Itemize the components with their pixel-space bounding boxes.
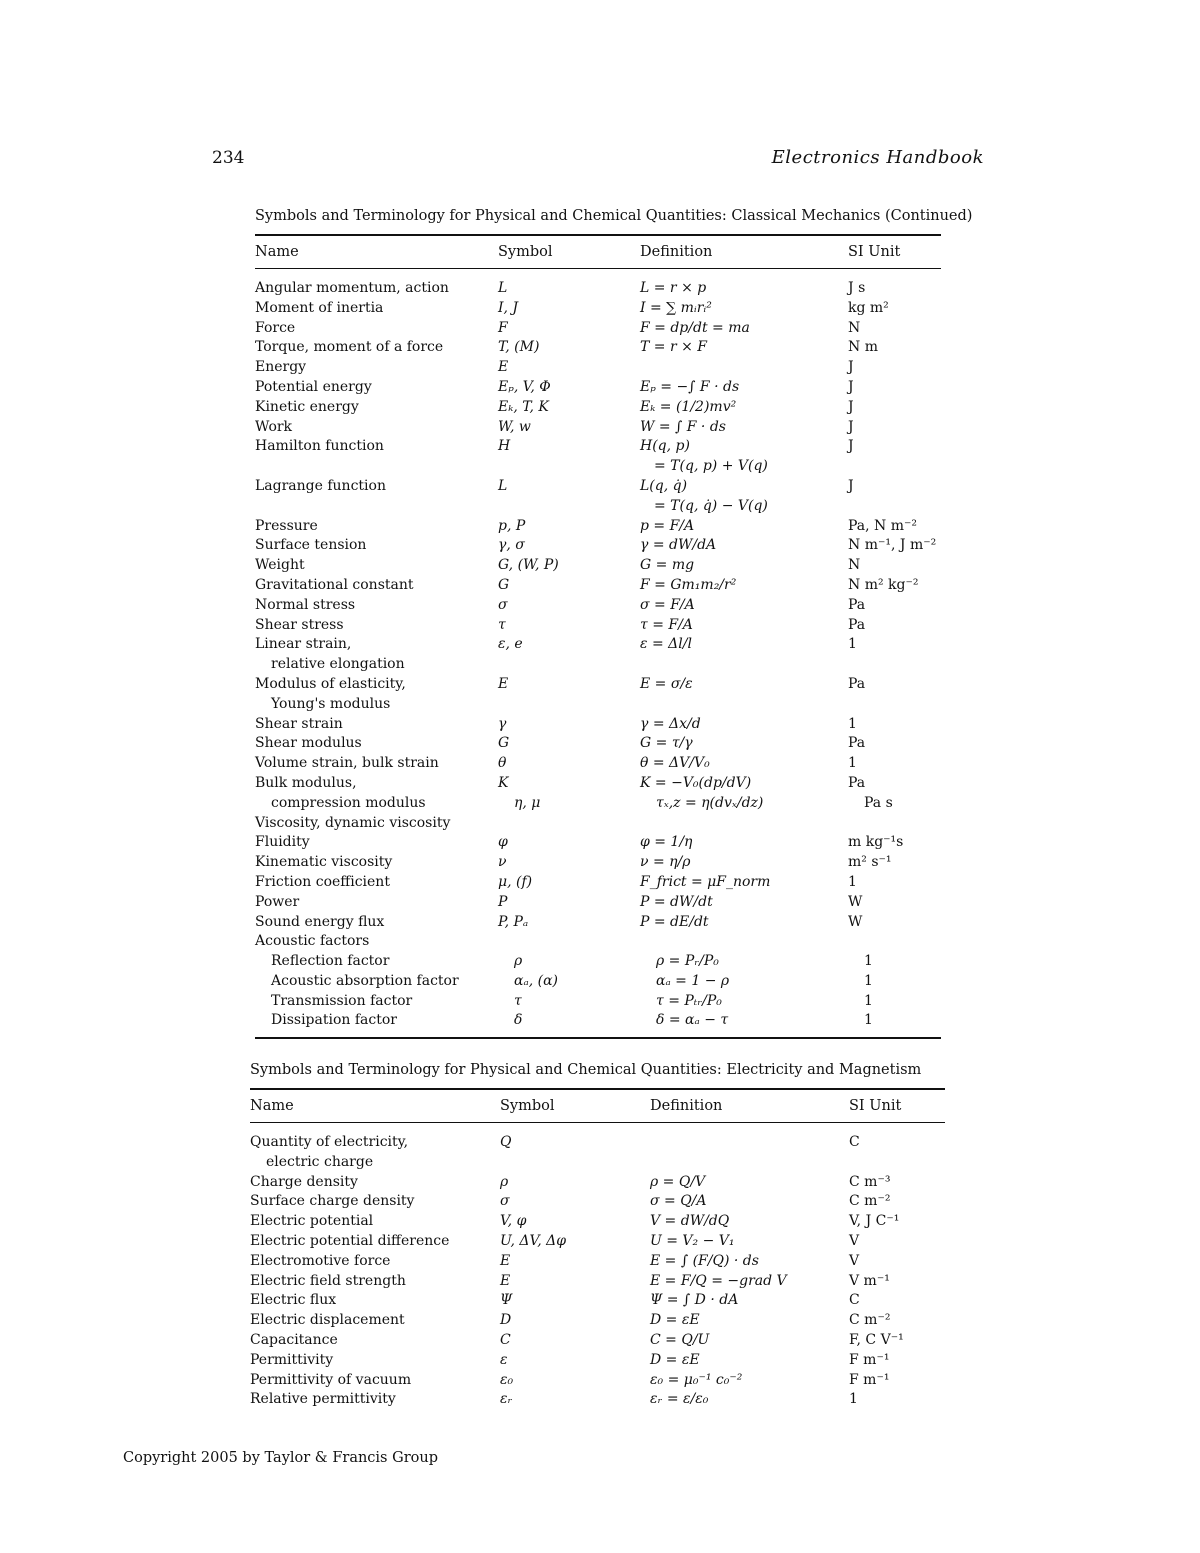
row-name: Shear strain <box>255 715 343 732</box>
row-definition: H(q, p) <box>640 438 690 455</box>
row-si-unit: N <box>848 319 861 336</box>
classical-mechanics-table <box>255 208 973 1039</box>
row-symbol: φ <box>498 834 508 851</box>
row-si-unit: F m⁻¹ <box>849 1371 890 1388</box>
row-definition: δ = αₐ − τ <box>656 1012 729 1029</box>
table-row <box>255 853 941 873</box>
row-definition: = T(q, p) + V(q) <box>654 458 768 475</box>
table-row <box>255 913 941 933</box>
row-name: Kinetic energy <box>255 398 359 415</box>
row-definition: C = Q/U <box>650 1331 710 1348</box>
row-symbol: Eₖ, T, K <box>498 398 549 415</box>
row-si-unit: W <box>848 893 863 910</box>
row-symbol: T, (M) <box>498 339 540 356</box>
row-definition <box>640 358 848 378</box>
table-row <box>250 1371 945 1391</box>
row-name: Sound energy flux <box>255 913 385 930</box>
row-si-unit: Pa s <box>864 794 893 811</box>
row-symbol <box>514 655 656 675</box>
row-si-unit: m² s⁻¹ <box>848 854 892 871</box>
row-symbol: F <box>498 319 508 336</box>
row-definition: G = τ/γ <box>640 735 693 752</box>
row-name: Volume strain, bulk strain <box>255 755 439 772</box>
column-header-si-unit: SI Unit <box>849 1098 902 1114</box>
row-si-unit: 1 <box>848 636 857 653</box>
row-si-unit: 1 <box>849 1391 858 1408</box>
row-definition: p = F/A <box>640 517 695 534</box>
row-name: Electric potential difference <box>250 1232 450 1249</box>
row-si-unit: J <box>848 418 854 435</box>
row-symbol: ε₀ <box>500 1371 514 1388</box>
row-si-unit: J <box>848 438 854 455</box>
running-title: Electronics Handbook <box>771 147 984 168</box>
row-definition: G = mg <box>640 557 695 574</box>
row-si-unit: F m⁻¹ <box>849 1351 890 1368</box>
row-name <box>255 497 498 517</box>
row-symbol: G <box>498 735 510 752</box>
row-si-unit: W <box>848 913 863 930</box>
table-row <box>255 338 941 358</box>
row-symbol: τ <box>514 992 522 1009</box>
table-row <box>250 1153 945 1173</box>
row-definition: P = dE/dt <box>640 913 709 930</box>
row-definition <box>640 932 848 952</box>
row-definition: F = dp/dt = ma <box>640 319 750 336</box>
row-name: Transmission factor <box>271 992 413 1009</box>
table-row <box>250 1331 945 1351</box>
row-name: Bulk modulus, <box>255 774 357 791</box>
row-name: Potential energy <box>255 378 372 395</box>
row-definition: E = σ/ε <box>640 675 693 692</box>
row-definition: αₐ = 1 − ρ <box>656 972 730 989</box>
row-name <box>255 457 498 477</box>
row-si-unit: J <box>848 378 854 395</box>
row-definition: ρ = Q/V <box>650 1173 706 1190</box>
table-row <box>255 596 941 616</box>
table-row <box>255 358 941 378</box>
row-symbol: P, Pₐ <box>498 913 529 930</box>
row-definition: Ψ = ∫ D · dA <box>650 1292 739 1309</box>
row-si-unit: 1 <box>864 953 873 970</box>
row-name: Electromotive force <box>250 1252 391 1269</box>
column-header-symbol: Symbol <box>498 244 553 260</box>
row-symbol: L <box>498 280 508 296</box>
table-row <box>255 655 941 675</box>
table-row <box>250 1192 945 1212</box>
row-symbol: Eₚ, V, Φ <box>498 378 551 395</box>
row-name: compression modulus <box>271 794 426 811</box>
row-si-unit: V, J C⁻¹ <box>849 1213 900 1230</box>
row-symbol <box>498 497 640 517</box>
row-definition: φ = 1/η <box>640 834 693 851</box>
row-name: Young's modulus <box>271 695 391 712</box>
table-row <box>255 497 941 517</box>
row-symbol: E <box>498 675 509 692</box>
row-si-unit: 1 <box>848 873 857 890</box>
row-si-unit: Pa <box>848 616 866 633</box>
row-name: Capacitance <box>250 1331 338 1348</box>
row-name: Reflection factor <box>271 953 390 970</box>
row-name: Permittivity of vacuum <box>250 1371 412 1388</box>
table-title: Symbols and Terminology for Physical and Chemical Quantities: Classical Mechanics (Continued) <box>255 208 973 224</box>
row-name: Quantity of electricity, <box>250 1134 409 1150</box>
row-symbol: εᵣ <box>500 1391 513 1408</box>
row-symbol: μ, (f) <box>498 873 533 890</box>
row-name: Charge density <box>250 1173 358 1190</box>
row-name: Hamilton function <box>255 438 384 455</box>
row-name: relative elongation <box>271 656 405 673</box>
row-definition: F = Gm₁m₂/r² <box>640 576 737 593</box>
row-name: Relative permittivity <box>250 1391 396 1408</box>
row-symbol <box>498 814 640 834</box>
row-name: Normal stress <box>255 596 356 613</box>
column-header-definition: Definition <box>640 244 713 260</box>
row-symbol: U, ΔV, Δφ <box>500 1232 567 1249</box>
row-symbol: ε <box>500 1351 508 1368</box>
row-definition <box>656 655 864 675</box>
table-row <box>255 299 941 319</box>
row-name: Linear strain, <box>255 636 352 653</box>
table-row <box>255 833 941 853</box>
row-name: Work <box>255 418 293 435</box>
row-definition: σ = Q/A <box>650 1193 707 1210</box>
row-name: Moment of inertia <box>255 299 384 316</box>
row-definition: K = −V₀(dp/dV) <box>640 774 752 791</box>
row-si-unit: C m⁻² <box>849 1312 891 1329</box>
row-symbol: Ψ <box>500 1292 513 1309</box>
row-name: Torque, moment of a force <box>255 339 444 356</box>
table-row <box>255 675 941 695</box>
row-symbol <box>498 932 640 952</box>
row-si-unit: 1 <box>864 972 873 989</box>
row-si-unit: 1 <box>848 715 857 732</box>
row-si-unit: Pa <box>848 735 866 752</box>
table-row <box>255 734 941 754</box>
table-row <box>255 952 941 972</box>
row-name: Acoustic factors <box>255 933 370 950</box>
row-definition: ε = Δl/l <box>640 636 692 653</box>
row-name: Surface charge density <box>250 1193 415 1210</box>
row-symbol: τ <box>498 616 506 633</box>
table-row <box>255 873 941 893</box>
row-name: Surface tension <box>255 537 367 554</box>
row-definition <box>640 814 848 834</box>
row-si-unit: F, C V⁻¹ <box>849 1331 904 1348</box>
table-row <box>250 1232 945 1252</box>
row-symbol: P <box>498 893 508 910</box>
row-si-unit: Pa <box>848 675 866 692</box>
copyright-notice: Copyright 2005 by Taylor & Francis Group <box>123 1450 438 1466</box>
electricity-magnetism-table <box>250 1062 945 1416</box>
table-body <box>250 1123 945 1416</box>
row-symbol: K <box>498 774 509 791</box>
row-symbol: I, J <box>498 299 519 316</box>
table-row <box>255 754 941 774</box>
table-row <box>255 576 941 596</box>
table-row <box>255 715 941 735</box>
row-name: Friction coefficient <box>255 873 390 890</box>
row-symbol: αₐ, (α) <box>514 972 558 989</box>
row-definition: ν = η/ρ <box>640 854 691 871</box>
row-definition: εᵣ = ε/ε₀ <box>650 1391 709 1408</box>
row-symbol: γ, σ <box>498 537 525 554</box>
row-definition: L = r × p <box>640 280 707 296</box>
table-row <box>255 477 941 497</box>
table-row <box>255 794 941 814</box>
table-header <box>250 1090 945 1122</box>
table-row <box>255 932 941 952</box>
row-si-unit: C <box>849 1292 860 1309</box>
column-header-name: Name <box>250 1098 294 1114</box>
table-row <box>255 972 941 992</box>
row-definition: τₓ,z = η(dvₓ/dz) <box>656 794 764 811</box>
row-symbol: C <box>500 1331 511 1348</box>
row-si-unit: C m⁻² <box>849 1193 891 1210</box>
row-symbol: ε, e <box>498 636 523 653</box>
row-symbol: ν <box>498 854 507 871</box>
row-definition: Eₚ = −∫ F · ds <box>640 378 740 395</box>
row-name: electric charge <box>266 1153 374 1170</box>
row-name: Electric displacement <box>250 1312 405 1329</box>
row-si-unit: J s <box>848 280 866 296</box>
row-definition: ε₀ = μ₀⁻¹ c₀⁻² <box>650 1371 743 1388</box>
row-name: Weight <box>255 557 305 574</box>
row-definition: D = εE <box>650 1312 700 1329</box>
column-header-name: Name <box>255 244 299 260</box>
row-definition: U = V₂ − V₁ <box>650 1232 735 1249</box>
row-definition: γ = Δx/d <box>640 715 701 732</box>
column-header-symbol: Symbol <box>500 1098 555 1114</box>
row-definition <box>650 1133 849 1153</box>
row-si-unit: N <box>848 557 861 574</box>
row-definition: L(q, q̇) <box>640 477 688 494</box>
column-header-definition: Definition <box>650 1098 723 1114</box>
row-symbol: γ <box>498 715 507 732</box>
row-symbol: η, μ <box>514 794 541 811</box>
row-si-unit: 1 <box>864 1012 873 1029</box>
row-symbol: ρ <box>500 1173 509 1190</box>
row-name: Electric field strength <box>250 1272 406 1289</box>
row-si-unit: Pa, N m⁻² <box>848 517 918 534</box>
row-symbol: σ <box>500 1193 510 1210</box>
row-definition: W = ∫ F · ds <box>640 418 726 435</box>
row-name: Force <box>255 319 296 336</box>
row-symbol: E <box>500 1252 511 1269</box>
row-si-unit: N m⁻¹, J m⁻² <box>848 537 937 554</box>
row-si-unit: 1 <box>848 755 857 772</box>
table-row <box>255 893 941 913</box>
row-si-unit: V <box>849 1252 860 1269</box>
table-row <box>250 1272 945 1292</box>
table-row <box>255 398 941 418</box>
row-definition: σ = F/A <box>640 596 695 613</box>
row-symbol <box>498 457 640 477</box>
table-body <box>255 269 941 1037</box>
table-row <box>255 695 941 715</box>
row-si-unit: J <box>848 359 854 376</box>
row-si-unit: N m² kg⁻² <box>848 576 919 593</box>
row-symbol: σ <box>498 596 508 613</box>
row-symbol: G <box>498 576 510 593</box>
row-symbol: E <box>500 1272 511 1289</box>
row-si-unit: m kg⁻¹s <box>848 834 904 851</box>
table-row <box>255 616 941 636</box>
table-row <box>255 556 941 576</box>
table-row <box>250 1390 945 1410</box>
row-name: Dissipation factor <box>271 1012 397 1029</box>
table-title: Symbols and Terminology for Physical and Chemical Quantities: Electricity and Magnetism <box>250 1062 922 1078</box>
table-row <box>255 279 941 299</box>
table-row <box>255 457 941 477</box>
table-row <box>255 517 941 537</box>
table-row <box>255 814 941 834</box>
row-definition: I = ∑ mᵢrᵢ² <box>640 299 712 316</box>
row-definition <box>666 1153 865 1173</box>
table-row <box>255 418 941 438</box>
row-name: Shear modulus <box>255 735 362 752</box>
row-symbol <box>516 1153 666 1173</box>
row-symbol <box>514 695 656 715</box>
row-symbol: H <box>498 438 511 455</box>
row-name: Pressure <box>255 517 318 534</box>
row-name: Modulus of elasticity, <box>255 675 406 692</box>
row-name: Gravitational constant <box>255 576 414 593</box>
table-row <box>255 635 941 655</box>
row-name: Energy <box>255 359 307 376</box>
row-definition: F_frict = μF_norm <box>640 873 771 890</box>
row-name: Viscosity, dynamic viscosity <box>255 814 451 831</box>
row-name: Electric potential <box>250 1213 374 1230</box>
table-row <box>250 1133 945 1153</box>
table-row <box>255 378 941 398</box>
row-name: Kinematic viscosity <box>255 854 393 871</box>
row-definition: = T(q, q̇) − V(q) <box>654 497 768 514</box>
row-name: Angular momentum, action <box>255 280 449 296</box>
row-name: Electric flux <box>250 1292 337 1309</box>
row-definition: T = r × F <box>640 339 708 356</box>
row-symbol: δ <box>514 1012 523 1029</box>
row-definition: E = ∫ (F/Q) · ds <box>650 1252 759 1269</box>
row-definition: τ = Pₜᵣ/P₀ <box>656 992 722 1009</box>
row-definition <box>656 695 864 715</box>
row-definition: θ = ΔV/V₀ <box>640 755 710 772</box>
row-si-unit: V m⁻¹ <box>849 1272 890 1289</box>
row-si-unit: kg m² <box>848 299 889 316</box>
row-symbol: W, w <box>498 418 531 435</box>
row-si-unit: V <box>849 1232 860 1249</box>
row-name: Permittivity <box>250 1351 334 1368</box>
row-name: Acoustic absorption factor <box>271 972 459 989</box>
row-definition: E = F/Q = −grad V <box>650 1272 787 1289</box>
row-si-unit: J <box>848 477 854 494</box>
table-row <box>250 1173 945 1193</box>
row-name: Fluidity <box>255 834 310 851</box>
table-row <box>250 1291 945 1311</box>
table-row <box>250 1311 945 1331</box>
table-row <box>255 536 941 556</box>
row-si-unit: J <box>848 398 854 415</box>
row-name: Shear stress <box>255 616 344 633</box>
row-symbol: E <box>498 359 509 376</box>
row-name: Power <box>255 893 300 910</box>
row-definition: ρ = Pᵣ/P₀ <box>656 953 719 970</box>
table-row <box>255 319 941 339</box>
row-si-unit: 1 <box>864 992 873 1009</box>
row-si-unit: N m <box>848 339 878 356</box>
row-symbol: Q <box>500 1134 512 1150</box>
row-definition: P = dW/dt <box>640 893 713 910</box>
row-name: Lagrange function <box>255 477 386 494</box>
row-definition: Eₖ = (1/2)mv² <box>640 398 737 415</box>
row-symbol: p, P <box>498 517 526 534</box>
row-definition: D = εE <box>650 1351 700 1368</box>
row-symbol: L <box>498 477 508 494</box>
table-row <box>255 992 941 1012</box>
table-row <box>250 1351 945 1371</box>
row-symbol: θ <box>498 755 507 772</box>
row-si-unit: Pa <box>848 774 866 791</box>
table-row <box>255 437 941 457</box>
page-number: 234 <box>212 148 245 168</box>
row-symbol: D <box>500 1312 512 1329</box>
row-symbol: ρ <box>514 953 523 970</box>
table-row <box>250 1212 945 1232</box>
row-symbol: V, φ <box>500 1213 527 1230</box>
row-definition: τ = F/A <box>640 616 693 633</box>
table-row <box>250 1252 945 1272</box>
column-header-si-unit: SI Unit <box>848 244 901 260</box>
row-si-unit: Pa <box>848 596 866 613</box>
row-definition: V = dW/dQ <box>650 1213 730 1230</box>
row-definition: γ = dW/dA <box>640 537 717 554</box>
table-header <box>255 236 941 268</box>
table-row <box>255 1011 941 1031</box>
row-si-unit: C m⁻³ <box>849 1173 891 1190</box>
table-row <box>255 774 941 794</box>
row-symbol: G, (W, P) <box>498 557 559 574</box>
row-si-unit: C <box>849 1134 860 1150</box>
